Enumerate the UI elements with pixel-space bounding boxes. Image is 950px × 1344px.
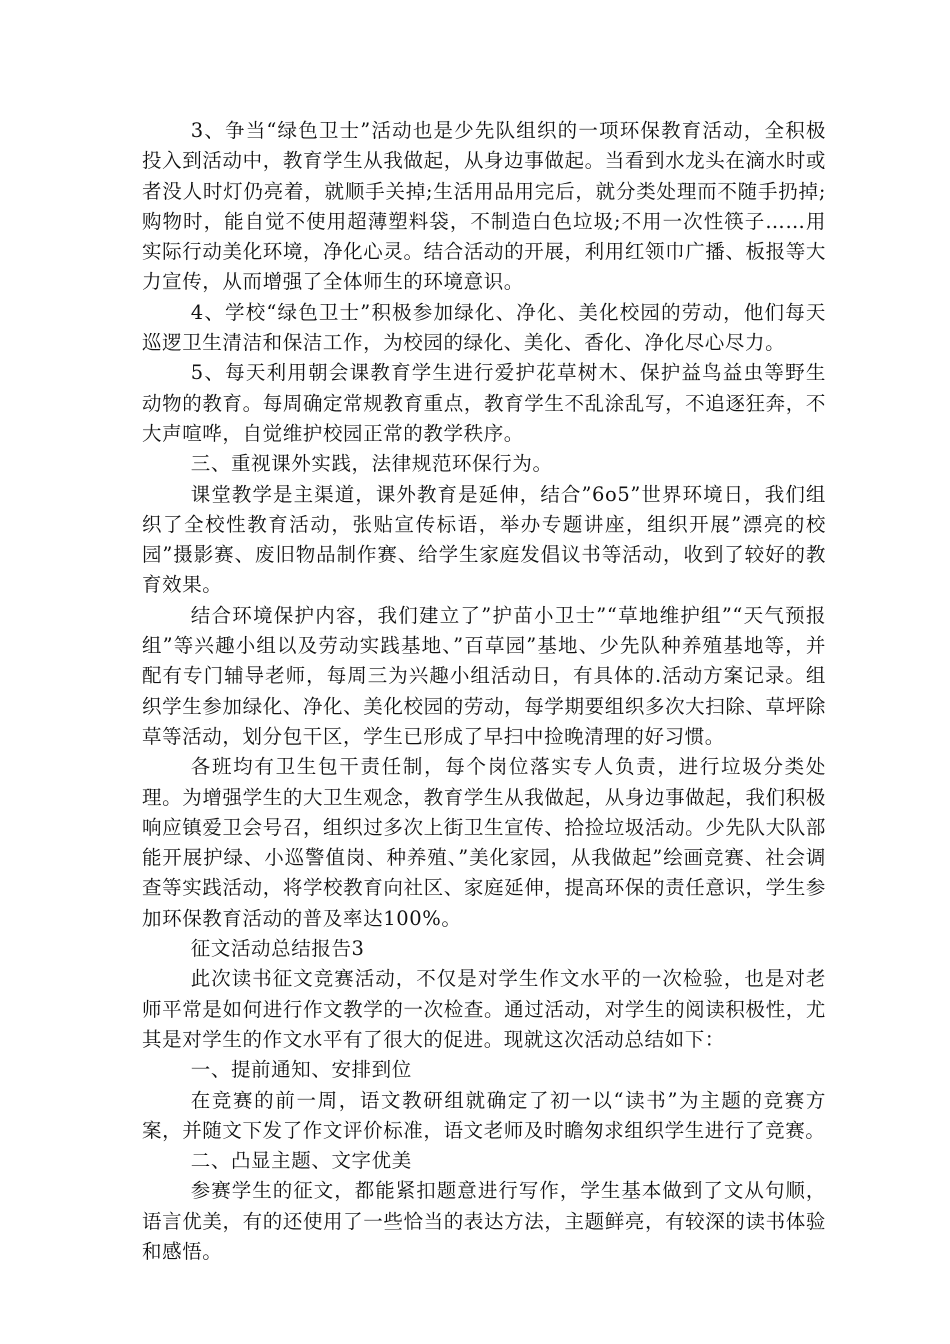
report-title: 征文活动总结报告3 bbox=[190, 937, 365, 961]
paragraph: 在竞赛的前一周，语文教研组就确定了初一以“读书”为主题的竞赛方案，并随文下发了作文评价标准，语文老师及时瞻匆求组织学生进行了竞赛。 bbox=[142, 1088, 826, 1142]
paragraph: 参赛学生的征文，都能紧扣题意进行写作，学生基本做到了文从句顺，语言优美，有的还使用了一些恰当的表达方法，主题鲜亮，有较深的读书体验和感悟。 bbox=[142, 1179, 826, 1263]
paragraph: 5、每天利用朝会课教育学生进行爱护花草树木、保护益鸟益虫等野生动物的教育。每周确定常规教育重点，教育学生不乱涂乱写，不追逐狂奔，不大声喧哗，自觉维护校园正常的教学秩序。 bbox=[142, 361, 826, 445]
section-heading: 一、提前通知、安排到位 bbox=[190, 1058, 412, 1082]
paragraph: 此次读书征文竞赛活动，不仅是对学生作文水平的一次检验，也是对老师平常是如何进行作文教学的一次检查。通过活动，对学生的阅读积极性，尤其是对学生的作文水平有了很大的促进。现就这次活动总结如下： bbox=[142, 967, 826, 1051]
section-heading: 三、重视课外实践，法律规范环保行为。 bbox=[190, 452, 553, 476]
document-page bbox=[142, 116, 826, 1267]
paragraph: 4、学校“绿色卫士”积极参加绿化、净化、美化校园的劳动，他们每天巡逻卫生清洁和保洁工作，为校园的绿化、美化、香化、净化尽心尽力。 bbox=[142, 300, 826, 355]
section-heading: 二、凸显主题、文字优美 bbox=[190, 1149, 412, 1173]
paragraph: 结合环境保护内容，我们建立了”护苗小卫士”“草地维护组”“天气预报组”等兴趣小组以及劳动实践基地、”百草园”基地、少先队种养殖基地等，并配有专门辅导老师，每周三为兴趣小组活动日，有具体的.活动方案记录。组织学生参加绿化、净化、美化校园的劳动，每学期要组织多次大扫除、草坪除草等活动，划分包干区，学生已形成了早扫中捡晚清理的好习惯。 bbox=[142, 603, 826, 748]
paragraph: 各班均有卫生包干责任制，每个岗位落实专人负责，进行垃圾分类处理。为增强学生的大卫生观念，教育学生从我做起，从身边事做起，我们积极响应镇爱卫会号召，组织过多次上街卫生宣传、拾捡垃圾活动。少先队大队部能开展护绿、小巡警值岗、种养殖、”美化家园，从我做起”绘画竞赛、社会调查等实践活动，将学校教育向社区、家庭延伸，提高环保的责任意识，学生参加环保教育活动的普及率达100%。 bbox=[142, 755, 826, 930]
paragraph: 课堂教学是主渠道，课外教育是延伸，结合”6o5”世界环境日，我们组织了全校性教育活动，张贴宣传标语，举办专题讲座，组织开展”漂亮的校园”摄影赛、废旧物品制作赛、给学生家庭发倡议书等活动，收到了较好的教育效果。 bbox=[142, 482, 826, 597]
paragraph: 3、争当“绿色卫士”活动也是少先队组织的一项环保教育活动，全积极投入到活动中，教育学生从我做起，从身边事做起。当看到水龙头在滴水时或者没人时灯仍亮着，就顺手关掉;生活用品用完后，就分类处理而不随手扔掉;购物时，能自觉不使用超薄塑料袋，不制造白色垃圾;不用一次性筷子……用实际行动美化环境，净化心灵。结合活动的开展，利用红领巾广播、板报等大力宣传，从而增强了全体师生的环境意识。 bbox=[142, 119, 826, 294]
